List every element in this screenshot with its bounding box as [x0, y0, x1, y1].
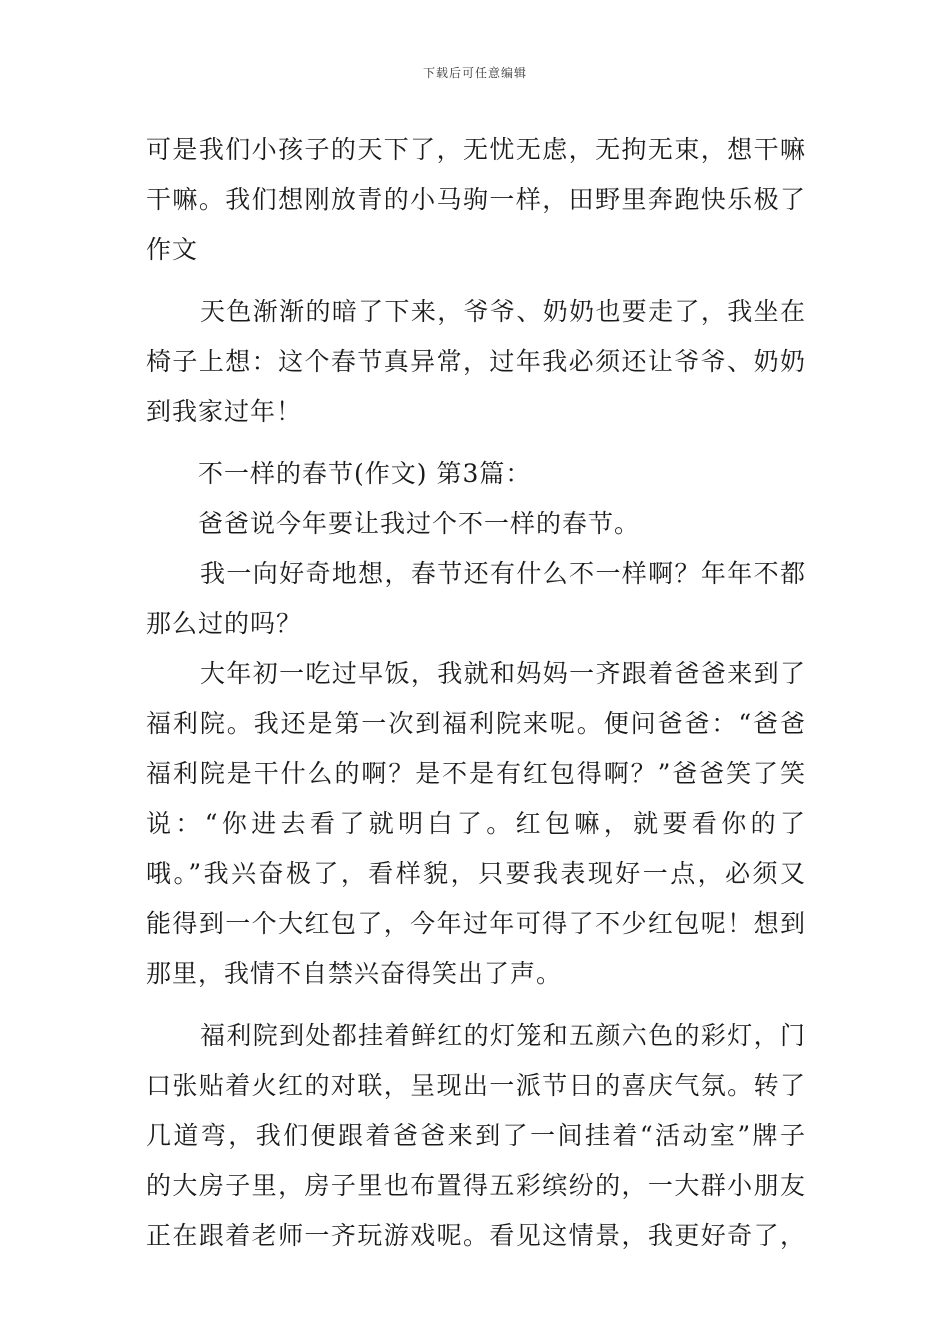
text-line: 说：“你进去看了就明白了。红包嘛，就要看你的了	[146, 809, 806, 838]
paragraph	[146, 287, 806, 437]
text-line: 可是我们小孩子的天下了，无忧无虑，无拘无束，想干嘛	[146, 135, 806, 164]
text-line: 作文	[146, 235, 199, 264]
text-line: 福利院是干什么的啊？是不是有红包得啊？”爸爸笑了笑	[146, 759, 806, 788]
text-line: 我一向好奇地想，春节还有什么不一样啊？年年不都	[200, 559, 806, 588]
text-line: 不一样的春节(作文) 第3篇：	[198, 459, 532, 488]
text-line: 口张贴着火红的对联，呈现出一派节日的喜庆气氛。转了	[146, 1071, 806, 1100]
text-line: 福利院。我还是第一次到福利院来呢。便问爸爸：“爸爸	[146, 709, 806, 738]
page-header-note: 下载后可任意编辑	[422, 66, 527, 80]
paragraph	[146, 1011, 806, 1261]
paragraph	[146, 499, 806, 549]
text-line: 福利院到处都挂着鲜红的灯笼和五颜六色的彩灯，门	[200, 1021, 806, 1050]
text-line: 天色渐渐的暗了下来，爷爷、奶奶也要走了，我坐在	[200, 297, 806, 326]
paragraph	[146, 649, 806, 999]
text-line: 的大房子里，房子里也布置得五彩缤纷的，一大群小朋友	[146, 1171, 806, 1200]
text-line: 几道弯，我们便跟着爸爸来到了一间挂着“活动室”牌子	[146, 1121, 806, 1150]
text-line: 能得到一个大红包了，今年过年可得了不少红包呢！想到	[146, 909, 806, 938]
paragraph	[146, 549, 806, 649]
paragraph	[146, 125, 806, 275]
text-line: 大年初一吃过早饭，我就和妈妈一齐跟着爸爸来到了	[200, 659, 806, 688]
document-body	[146, 125, 806, 1261]
text-line: 椅子上想：这个春节真异常，过年我必须还让爷爷、奶奶	[146, 347, 806, 376]
text-line: 那里，我情不自禁兴奋得笑出了声。	[146, 959, 563, 988]
text-line: 正在跟着老师一齐玩游戏呢。看见这情景，我更好奇了，	[146, 1221, 806, 1250]
section-heading	[146, 449, 806, 499]
text-line: 哦。”我兴奋极了，看样貌，只要我表现好一点，必须又	[146, 859, 806, 888]
text-line: 那么过的吗？	[146, 609, 303, 638]
text-line: 干嘛。我们想刚放青的小马驹一样，田野里奔跑快乐极了	[146, 185, 806, 214]
text-line: 爸爸说今年要让我过个不一样的春节。	[198, 509, 641, 538]
text-line: 到我家过年！	[146, 397, 303, 426]
